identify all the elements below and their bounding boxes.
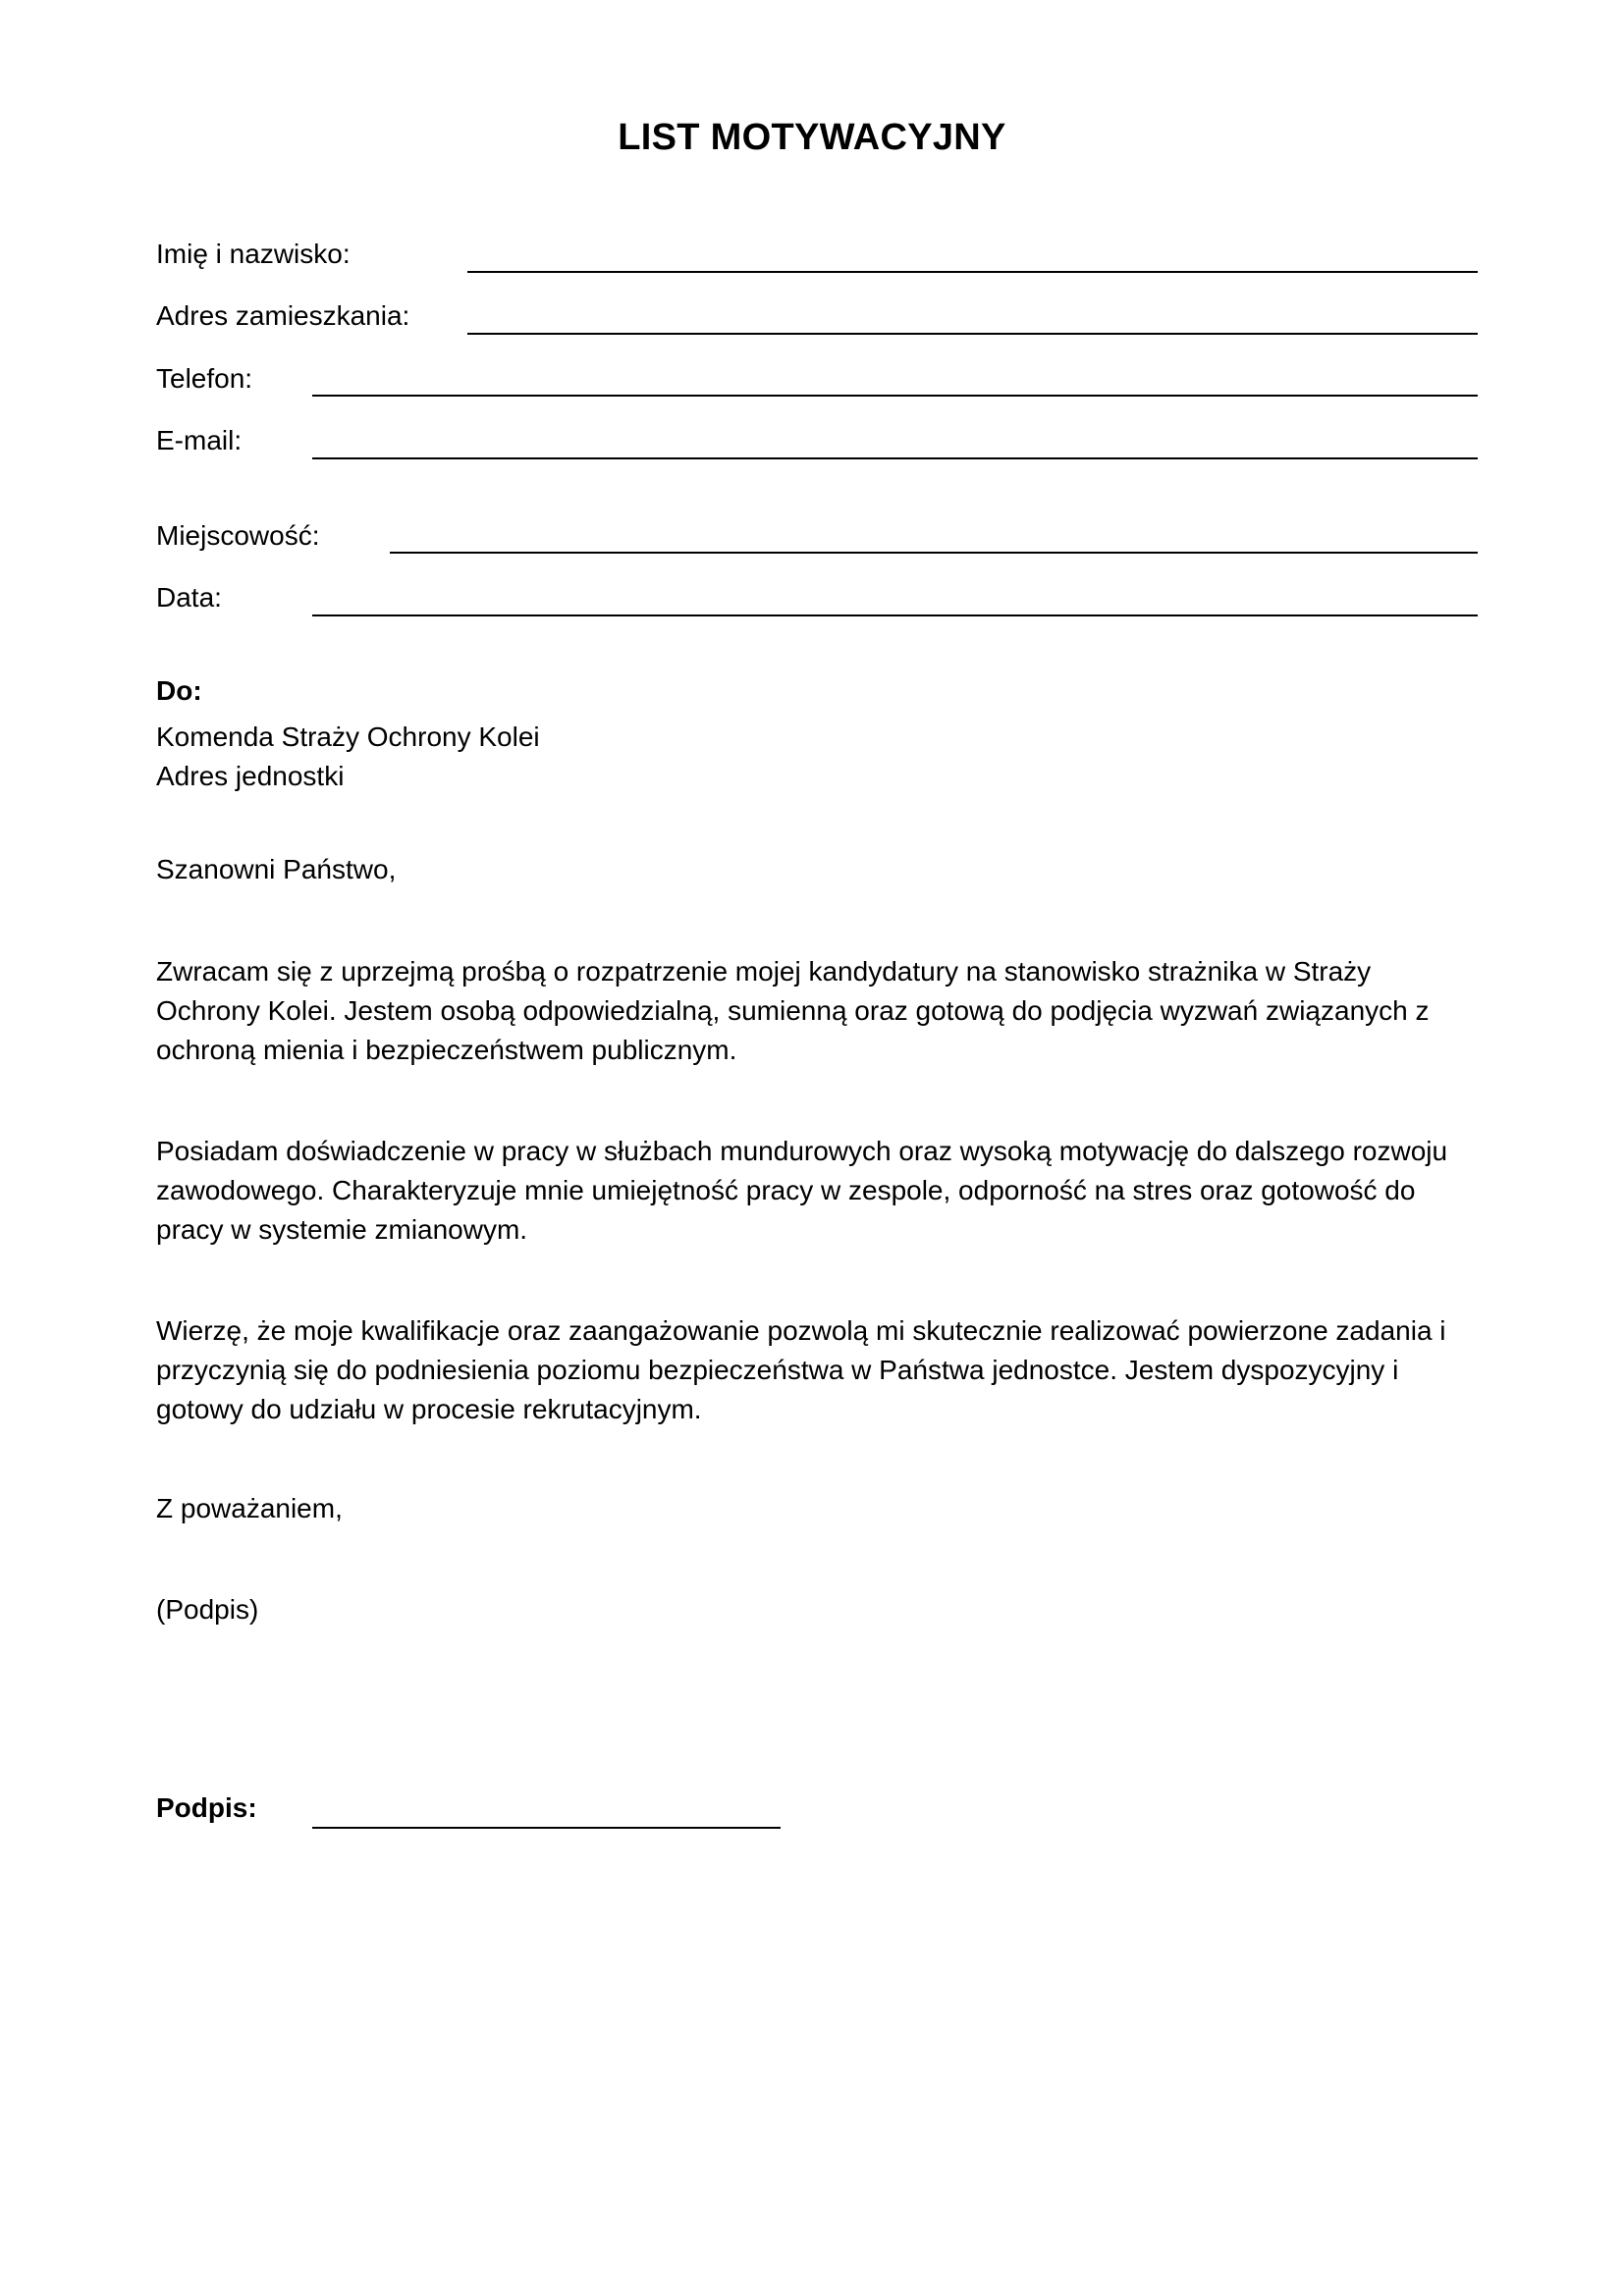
signature-label: Podpis: [156,1792,257,1823]
name-input-line[interactable] [467,271,1478,273]
phone-input-line[interactable] [312,395,1478,397]
recipient-label: Do: [156,675,202,706]
recipient-address: Adres jednostki [156,761,345,791]
closing: Z poważaniem, [156,1493,343,1523]
place-label: Miejscowość: [156,520,320,551]
date-label: Data: [156,582,222,613]
email-label: E-mail: [156,425,243,455]
place-input-line[interactable] [390,552,1478,554]
address-label: Adres zamieszkania: [156,300,410,331]
date-input-line[interactable] [312,614,1478,616]
signature-input-line[interactable] [312,1827,781,1829]
body-paragraph-3: Wierzę, że moje kwalifikacje oraz zaangażowanie pozwolą mi skutecznie realizować powierzone zadania i przyczynią się do podniesienia poziomu bezpieczeństwa w Państwa jednostce. Jestem dyspozycyjny i gotowy do udziału w procesie rekrutacyjnym. [156,1315,1446,1424]
recipient-name: Komenda Straży Ochrony Kolei [156,721,540,752]
document-title: LIST MOTYWACYJNY [618,117,1006,158]
salutation: Szanowni Państwo, [156,854,397,884]
address-input-line[interactable] [467,333,1478,335]
name-label: Imię i nazwisko: [156,239,351,269]
phone-label: Telefon: [156,363,253,394]
email-input-line[interactable] [312,457,1478,459]
body-paragraph-2: Posiadam doświadczenie w pracy w służbach mundurowych oraz wysoką motywację do dalszego rozwoju zawodowego. Charakteryzuje mnie umiejętność pracy w zespole, odporność na stres oraz gotowość do pracy w systemie zmianowym. [156,1136,1448,1245]
body-paragraph-1: Zwracam się z uprzejmą prośbą o rozpatrzenie mojej kandydatury na stanowisko strażnika w Straży Ochrony Kolei. Jestem osobą odpowiedzialną, sumienną oraz gotową do podjęcia wyzwań związanych z ochroną mienia i bezpieczeństwem publicznym. [156,956,1430,1065]
signature-placeholder: (Podpis) [156,1594,259,1625]
